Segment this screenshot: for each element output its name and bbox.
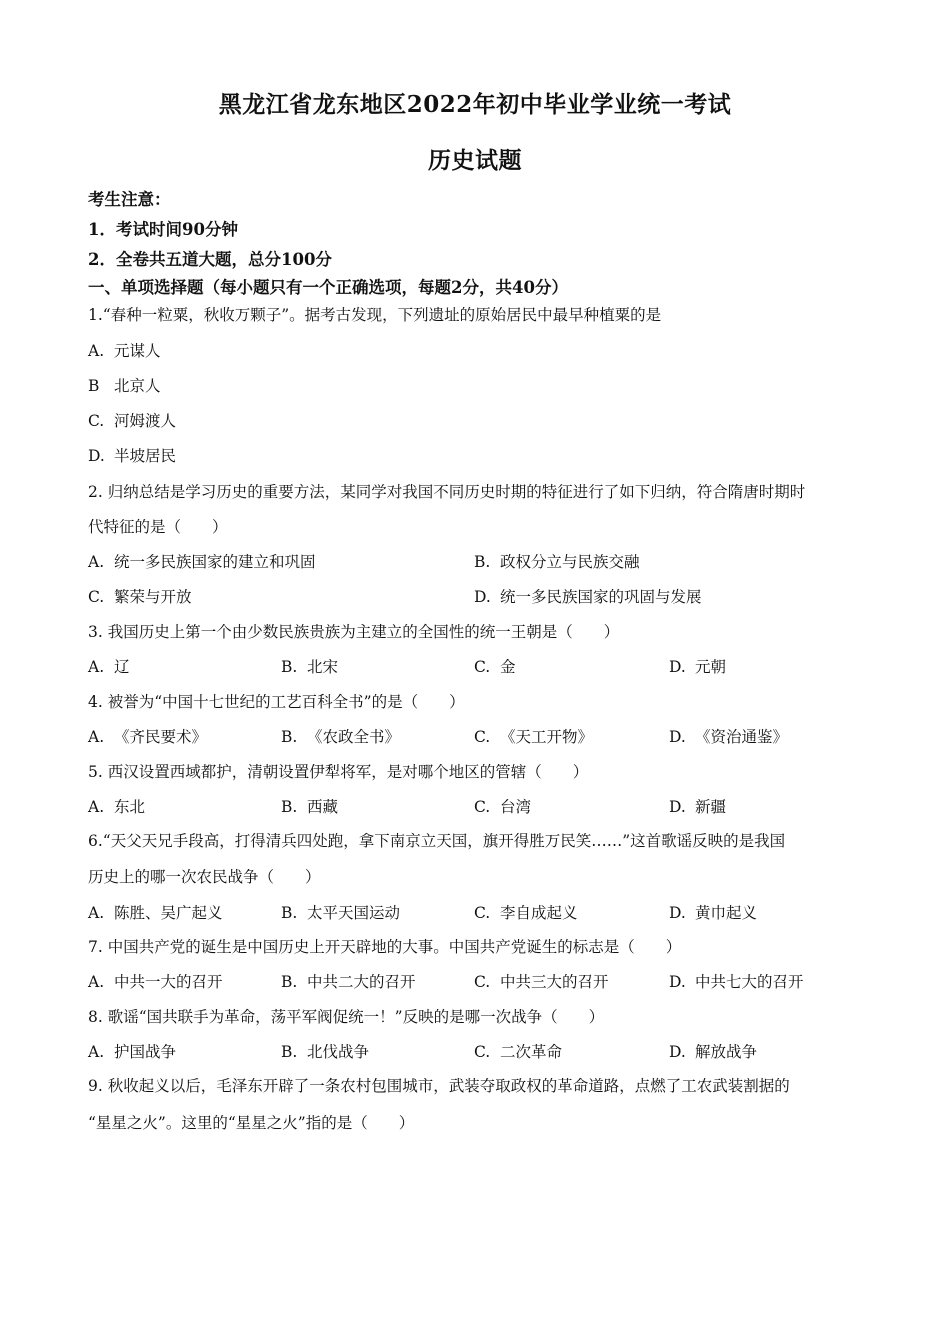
question-4-option-b: B. 《农政全书》	[281, 728, 401, 746]
question-2-option-c: C. 繁荣与开放	[88, 588, 192, 606]
question-1-option-a: A. 元谋人	[88, 342, 161, 360]
question-7-option-c: C. 中共三大的召开	[474, 973, 609, 991]
question-6-option-d: D. 黄巾起义	[669, 904, 758, 922]
exam-subtitle: 历史试题	[428, 147, 522, 174]
question-7-stem: 7. 中国共产党的诞生是中国历史上开天辟地的大事。中国共产党诞生的标志是（ ）	[88, 938, 682, 956]
notice-item-score: 2．全卷共五道大题，总分100分	[88, 250, 332, 269]
question-1-option-d: D. 半坡居民	[88, 447, 177, 465]
question-9-stem-cont: “星星之火”。这里的“星星之火”指的是（ ）	[88, 1114, 415, 1132]
question-3-option-d: D. 元朝	[669, 658, 727, 676]
question-1-option-b: B 北京人	[88, 377, 161, 395]
notice-item-time: 1．考试时间90分钟	[88, 220, 238, 239]
question-1-stem: 1.“春种一粒粟，秋收万颗子”。据考古发现，下列遗址的原始居民中最早种植粟的是	[88, 306, 662, 324]
question-8-option-d: D. 解放战争	[669, 1043, 758, 1061]
question-3-option-b: B. 北宋	[281, 658, 339, 676]
question-3-stem: 3. 我国历史上第一个由少数民族贵族为主建立的全国性的统一王朝是（ ）	[88, 623, 620, 641]
question-2-stem: 2. 归纳总结是学习历史的重要方法，某同学对我国不同历史时期的特征进行了如下归纳，符合隋唐时期时	[88, 483, 806, 501]
question-7-option-d: D. 中共七大的召开	[669, 973, 804, 991]
question-2-option-d: D. 统一多民族国家的巩固与发展	[474, 588, 702, 606]
question-1-option-c: C. 河姆渡人	[88, 412, 177, 430]
exam-title: 黑龙江省龙东地区2022年初中毕业学业统一考试	[218, 91, 732, 118]
question-6-stem-cont: 历史上的哪一次农民战争（ ）	[88, 868, 321, 886]
question-8-option-b: B. 北伐战争	[281, 1043, 370, 1061]
question-4-stem: 4. 被誉为“中国十七世纪的工艺百科全书”的是（ ）	[88, 693, 465, 711]
question-5-option-b: B. 西藏	[281, 798, 339, 816]
question-2-stem-cont: 代特征的是（ ）	[88, 518, 228, 536]
section-heading: 一、单项选择题（每小题只有一个正确选项，每题2分，共40分）	[88, 278, 568, 297]
question-8-option-c: C. 二次革命	[474, 1043, 563, 1061]
question-7-option-b: B. 中共二大的召开	[281, 973, 416, 991]
question-3-option-c: C. 金	[474, 658, 516, 676]
question-8-stem: 8. 歌谣“国共联手为革命，荡平军阀促统一！”反映的是哪一次战争（ ）	[88, 1008, 605, 1026]
question-3-option-a: A. 辽	[88, 658, 130, 676]
question-5-option-a: A. 东北	[88, 798, 146, 816]
question-6-option-b: B. 太平天国运动	[281, 904, 401, 922]
question-2-option-a: A. 统一多民族国家的建立和巩固	[88, 553, 316, 571]
question-7-option-a: A. 中共一大的召开	[88, 973, 223, 991]
question-6-option-c: C. 李自成起义	[474, 904, 578, 922]
question-5-option-c: C. 台湾	[474, 798, 532, 816]
question-4-option-c: C. 《天工开物》	[474, 728, 594, 746]
notice-heading: 考生注意：	[88, 190, 171, 209]
question-9-stem: 9. 秋收起义以后，毛泽东开辟了一条农村包围城市，武装夺取政权的革命道路，点燃了工农武装割据的	[88, 1077, 790, 1095]
question-2-option-b: B. 政权分立与民族交融	[474, 553, 640, 571]
question-6-stem: 6.“天父天兄手段高，打得清兵四处跑，拿下南京立天国，旗开得胜万民笑……”这首歌谣反映的是我国	[88, 832, 786, 850]
question-8-option-a: A. 护国战争	[88, 1043, 177, 1061]
question-4-option-d: D. 《资治通鉴》	[669, 728, 789, 746]
question-6-option-a: A. 陈胜、吴广起义	[88, 904, 223, 922]
question-4-option-a: A. 《齐民要术》	[88, 728, 208, 746]
question-5-option-d: D. 新疆	[669, 798, 727, 816]
question-5-stem: 5. 西汉设置西域都护，清朝设置伊犁将军，是对哪个地区的管辖（ ）	[88, 763, 589, 781]
